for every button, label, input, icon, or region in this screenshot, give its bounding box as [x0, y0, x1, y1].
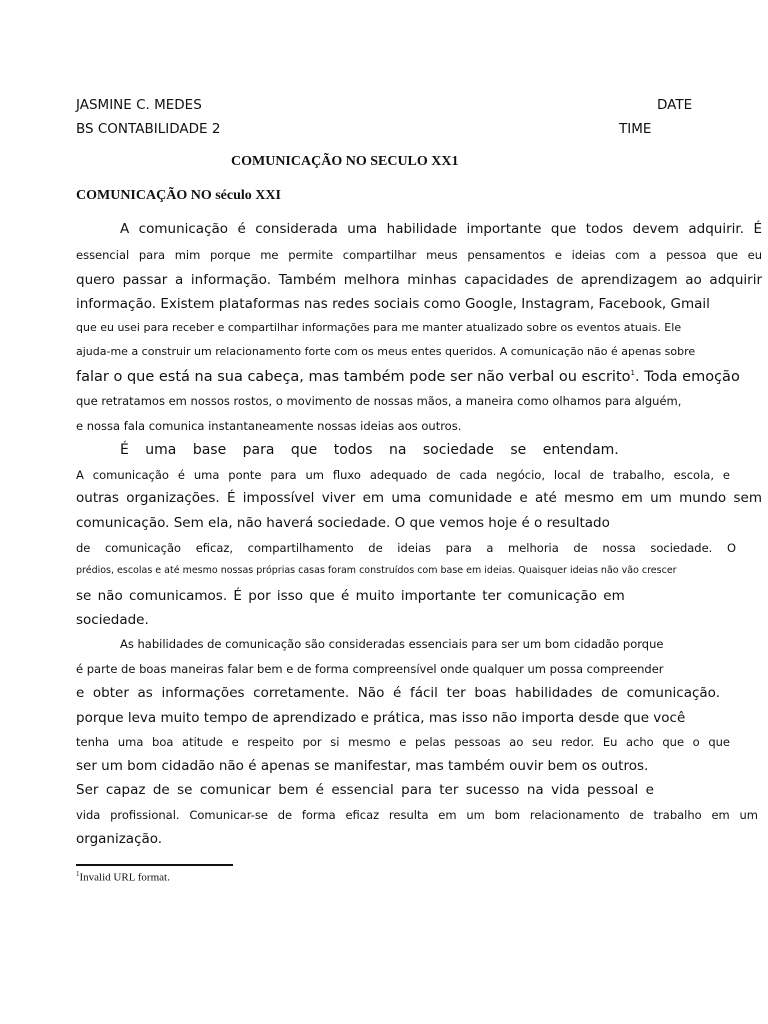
paragraph-1-line-7-end: . Toda emoção: [634, 369, 740, 385]
date-label: DATE: [657, 97, 693, 113]
time-label: TIME: [619, 121, 652, 137]
footnote-mark: 1: [76, 870, 80, 878]
paragraph-1-line-6: ajuda-me a construir um relacionamento forte com os meus entes queridos. A comunicação não é apenas sobre: [76, 345, 696, 358]
footnote: [76, 870, 170, 884]
document-title: COMUNICAÇÃO NO SECULO XX1: [231, 154, 459, 169]
paragraph-2-line-3: outras organizações. É impossível viver em uma comunidade e até mesmo em um mundo sem: [76, 490, 762, 506]
paragraph-3-line-1: As habilidades de comunicação são consideradas essenciais para ser um bom cidadão porque: [120, 637, 664, 651]
paragraph-1-line-7-text: falar o que está na sua cabeça, mas também pode ser não verbal ou escrito: [76, 369, 631, 385]
paragraph-1-line-5: que eu usei para receber e compartilhar informações para me manter atualizado sobre os eventos atuais. Ele: [76, 321, 682, 334]
footnote-separator: [76, 864, 233, 866]
course-label: BS CONTABILIDADE 2: [76, 121, 221, 137]
paragraph-3-line-7: Ser capaz de se comunicar bem é essencial para ter sucesso na vida pessoal e: [76, 782, 654, 798]
paragraph-1-line-7: [76, 369, 740, 385]
paragraph-2-line-6: prédios, escolas e até mesmo nossas próprias casas foram construídos com base em ideias. Quaisquer ideias não vão crescer: [76, 565, 677, 576]
paragraph-1-line-1: A comunicação é considerada uma habilidade importante que todos devem adquirir. É: [120, 221, 762, 237]
paragraph-2-line-1: É uma base para que todos na sociedade se entendam.: [120, 442, 619, 458]
paragraph-3-line-5: tenha uma boa atitude e respeito por si mesmo e pelas pessoas ao seu redor. Eu acho que o que: [76, 735, 730, 749]
author-name: JASMINE C. MEDES: [76, 97, 202, 113]
section-heading: COMUNICAÇÃO NO século XXI: [76, 188, 281, 203]
paragraph-3-line-8: vida profissional. Comunicar-se de forma eficaz resulta em um bom relacionamento de trabalho em um: [76, 808, 758, 822]
paragraph-1-line-8: que retratamos em nossos rostos, o movimento de nossas mãos, a maneira como olhamos para alguém,: [76, 394, 682, 408]
paragraph-3-line-4: porque leva muito tempo de aprendizado e prática, mas isso não importa desde que você: [76, 710, 686, 726]
paragraph-2-line-2: A comunicação é uma ponte para um fluxo adequado de cada negócio, local de trabalho, escola, e: [76, 468, 730, 482]
paragraph-3-line-3: e obter as informações corretamente. Não é fácil ter boas habilidades de comunicação.: [76, 685, 720, 701]
paragraph-2-line-8: sociedade.: [76, 612, 149, 628]
paragraph-2-line-7: se não comunicamos. É por isso que é muito importante ter comunicação em: [76, 588, 625, 604]
paragraph-1-line-9: e nossa fala comunica instantaneamente nossas ideias aos outros.: [76, 419, 462, 433]
paragraph-1-line-4: informação. Existem plataformas nas redes sociais como Google, Instagram, Facebook, Gmail: [76, 296, 710, 312]
paragraph-2-line-5: de comunicação eficaz, compartilhamento de ideias para a melhoria de nossa sociedade. O: [76, 541, 736, 555]
paragraph-1-line-3: quero passar a informação. Também melhora minhas capacidades de aprendizagem ao adquirir: [76, 272, 762, 288]
paragraph-2-line-4: comunicação. Sem ela, não haverá sociedade. O que vemos hoje é o resultado: [76, 515, 610, 531]
footnote-text: Invalid URL format.: [79, 871, 170, 884]
footnote-reference-mark[interactable]: 1: [630, 369, 635, 378]
paragraph-3-line-6: ser um bom cidadão não é apenas se manifestar, mas também ouvir bem os outros.: [76, 758, 649, 774]
paragraph-3-line-2: é parte de boas maneiras falar bem e de forma compreensível onde qualquer um possa compreender: [76, 662, 664, 676]
paragraph-1-line-2: essencial para mim porque me permite compartilhar meus pensamentos e ideias com a pessoa que eu: [76, 248, 762, 262]
paragraph-3-line-9: organização.: [76, 831, 163, 847]
